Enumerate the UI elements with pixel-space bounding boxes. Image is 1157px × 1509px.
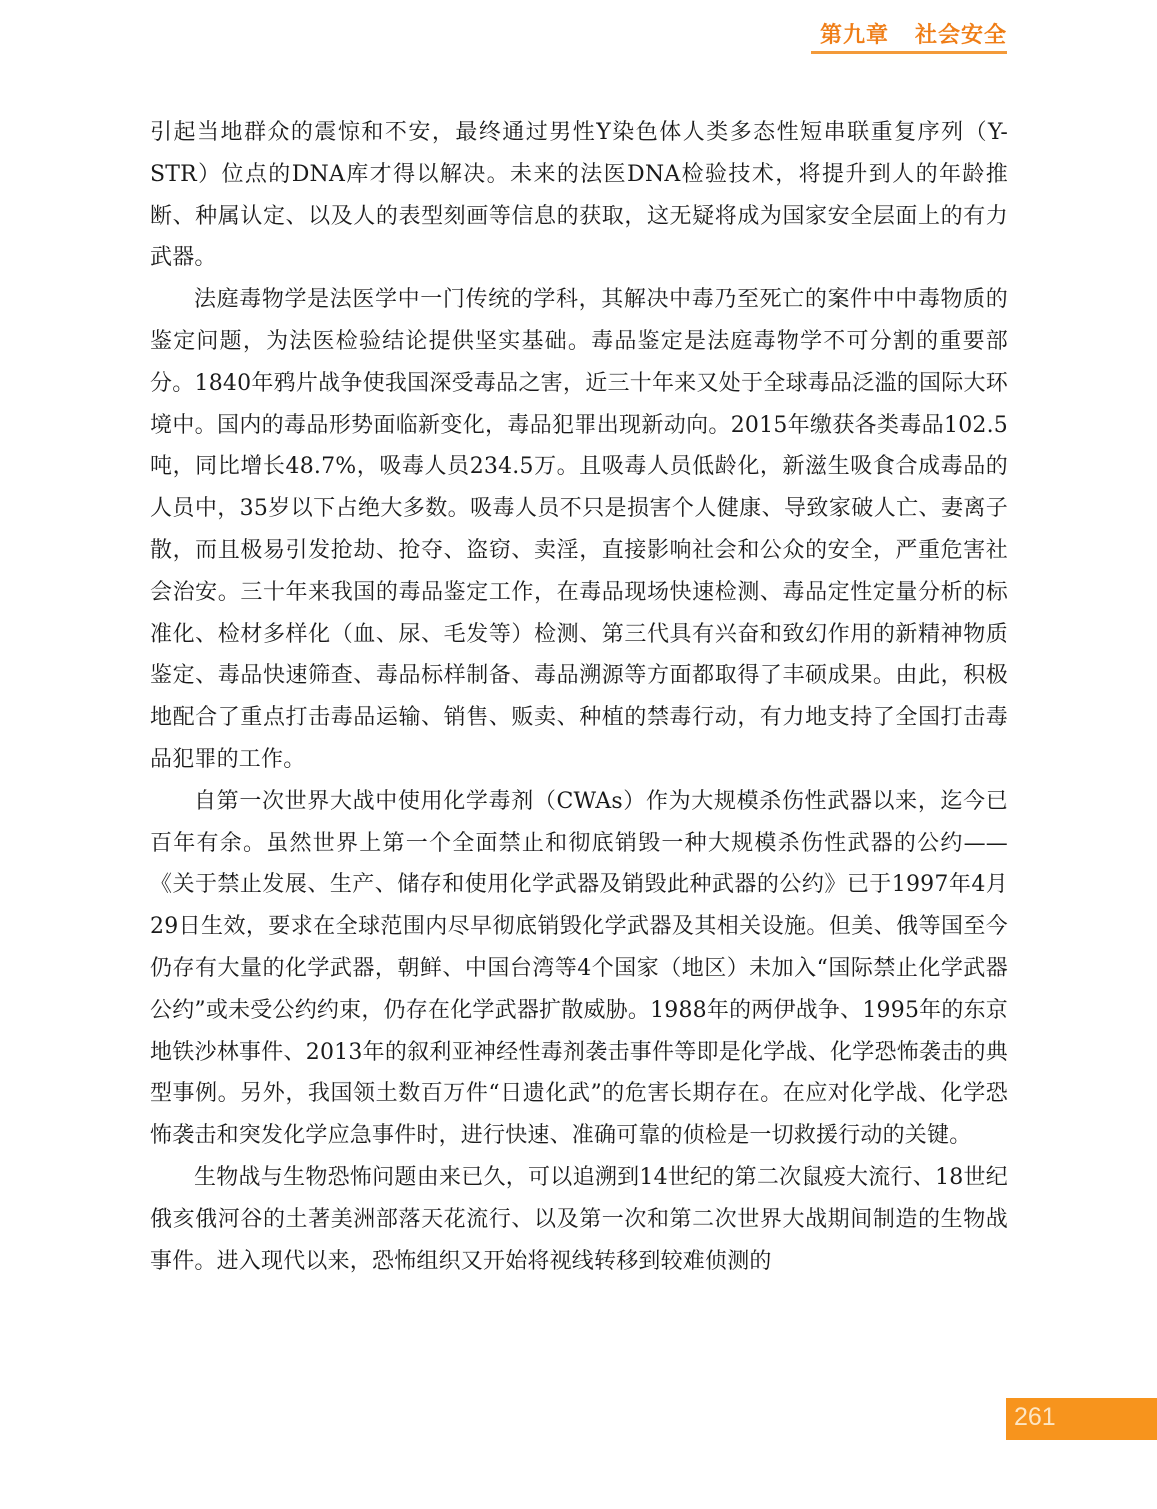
paragraph-biological-warfare: 生物战与生物恐怖问题由来已久，可以追溯到14世纪的第二次鼠疫大流行、18世纪俄亥俄河谷的土著美洲部落天花流行、以及第一次和第二次世界大战期间制造的生物战事件。进入现代以来，恐怖组织又开始将视线转移到较难侦测的 xyxy=(150,1164,1008,1274)
paragraph-chemical-weapons: 自第一次世界大战中使用化学毒剂（CWAs）作为大规模杀伤性武器以来，迄今已百年有余。虽然世界上第一个全面禁止和彻底销毁一种大规模杀伤性武器的公约——《关于禁止发展、生产、储存和使用化学武器及销毁此种武器的公约》已于1997年4月29日生效，要求在全球范围内尽早彻底销毁化学武器及其相关设施。但美、俄等国至今仍存有大量的化学武器，朝鲜、中国台湾等4个国家（地区）未加入“国际禁止化学武器公约”或未受公约约束，仍存在化学武器扩散威胁。1988年的两伊战争、1995年的东京地铁沙林事件、2013年的叙利亚神经性毒剂袭击事件等即是化学战、化学恐怖袭击的典型事例。另外，我国领土数百万件“日遗化武”的危害长期存在。在应对化学战、化学恐怖袭击和突发化学应急事件时，进行快速、准确可靠的侦检是一切救援行动的关键。 xyxy=(150,788,1008,1149)
header-underline xyxy=(811,51,1007,54)
page-number-tab xyxy=(1006,1398,1157,1440)
page-number: 261 xyxy=(1014,1403,1056,1431)
body-text xyxy=(150,112,1008,1282)
chapter-title: 第九章 社会安全 xyxy=(820,23,1007,48)
paragraph-forensic-toxicology: 法庭毒物学是法医学中一门传统的学科，其解决中毒乃至死亡的案件中中毒物质的鉴定问题，为法医检验结论提供坚实基础。毒品鉴定是法庭毒物学不可分割的重要部分。1840年鸦片战争使我国深受毒品之害，近三十年来又处于全球毒品泛滥的国际大环境中。国内的毒品形势面临新变化，毒品犯罪出现新动向。2015年缴获各类毒品102.5吨，同比增长48.7%，吸毒人员234.5万。且吸毒人员低龄化，新滋生吸食合成毒品的人员中，35岁以下占绝大多数。吸毒人员不只是损害个人健康、导致家破人亡、妻离子散，而且极易引发抢劫、抢夺、盗窃、卖淫，直接影响社会和公众的安全，严重危害社会治安。三十年来我国的毒品鉴定工作，在毒品现场快速检测、毒品定性定量分析的标准化、检材多样化（血、尿、毛发等）检测、第三代具有兴奋和致幻作用的新精神物质鉴定、毒品快速筛查、毒品标样制备、毒品溯源等方面都取得了丰硕成果。由此，积极地配合了重点打击毒品运输、销售、贩卖、种植的禁毒行动，有力地支持了全国打击毒品犯罪的工作。 xyxy=(150,287,1008,772)
chapter-header xyxy=(811,14,1007,54)
paragraph-dna-continuation: 引起当地群众的震惊和不安，最终通过男性Y染色体人类多态性短串联重复序列（Y-STR）位点的DNA库才得以解决。未来的法医DNA检验技术，将提升到人的年龄推断、种属认定、以及人的表型刻画等信息的获取，这无疑将成为国家安全层面上的有力武器。 xyxy=(150,120,1008,271)
